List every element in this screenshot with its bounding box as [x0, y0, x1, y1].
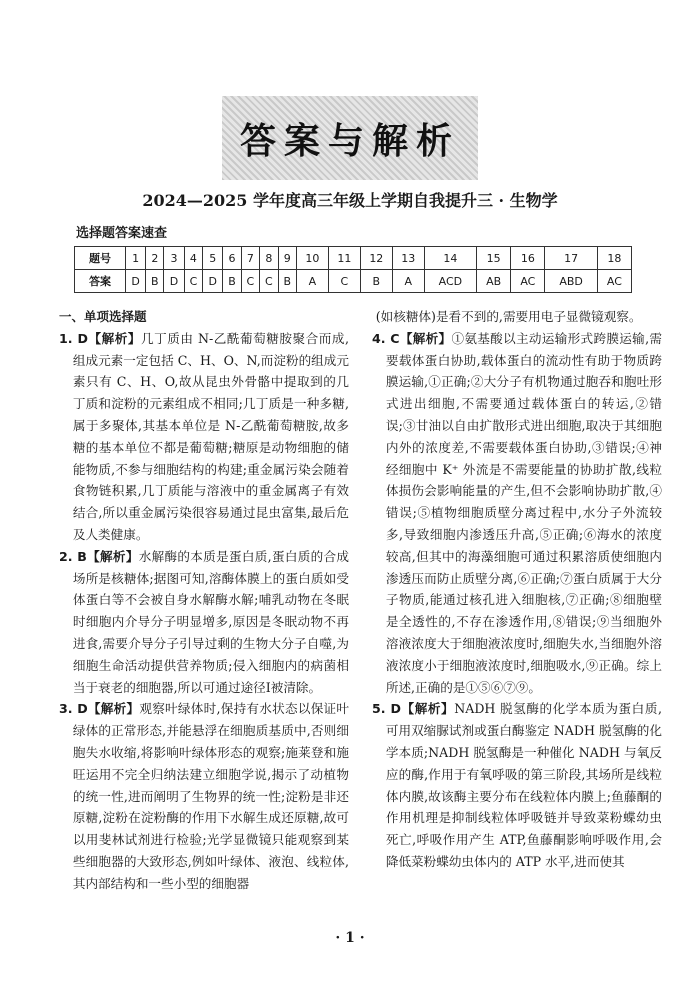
question-number: 12: [360, 247, 392, 270]
question-number: 8: [260, 247, 279, 270]
item-number: 1. D: [59, 330, 88, 346]
answer-cell: B: [146, 270, 164, 293]
question-number: 1: [126, 247, 146, 270]
question-number: 17: [545, 247, 597, 270]
answer-cell: D: [164, 270, 184, 293]
answer-cell: B: [223, 270, 241, 293]
answer-cell: C: [241, 270, 260, 293]
answer-cell: ABD: [545, 270, 597, 293]
banner-title: 答案与解析: [239, 120, 460, 162]
item-text: 水解酶的本质是蛋白质,蛋白质的合成场所是核糖体;据图可知,溶酶体膜上的蛋白质如受体蛋白等不会被自身水解酶水解;哺乳动物在冬眠时细胞内介导分子明显增多,原因是冬眠动物不再进食,需要介导分子引导过剩的生物大分子自噬,为细胞生命活动提供营养物质;侵入细胞内的病菌相当于衰老的细胞器,所以可通过途径Ⅰ被清除。: [72, 548, 350, 695]
question-number: 10: [296, 247, 328, 270]
explanation-item: [59, 698, 349, 894]
question-number: 2: [146, 247, 164, 270]
question-number: 7: [241, 247, 260, 270]
question-number: 15: [477, 247, 511, 270]
item-tag: 【解析】: [87, 701, 140, 717]
item-text: NADH 脱氢酶的化学本质为蛋白质,可用双缩脲试剂或蛋白酶鉴定 NADH 脱氢酶的化学本质;NADH 脱氢酶是一种催化 NADH 与氧反应的酶,作用于有氧呼吸的第三阶段,其场所是线粒体内膜,故该酶主要分布在线粒体内膜上;鱼藤酮的作用机理是抑制线粒体呼吸链并导致菜粉蝶幼虫死亡,呼吸作用产生 ATP,鱼藤酮影响呼吸作用,会降低菜粉蝶幼虫体内的 ATP 水平,进而使其: [385, 701, 663, 869]
question-number: 6: [223, 247, 241, 270]
item-number: 4. C: [372, 330, 400, 346]
answer-cell: D: [203, 270, 223, 293]
answer-table: [74, 246, 632, 293]
answer-cell: AB: [477, 270, 511, 293]
question-number: 14: [424, 247, 476, 270]
question-number: 18: [597, 247, 631, 270]
item-text: 几丁质由 N-乙酰葡萄糖胺聚合而成,组成元素一定包括 C、H、O、N,而淀粉的组成元素只有 C、H、O,故从昆虫外骨骼中提取到的几丁质和淀粉的元素组成不相同;几丁质是一种多糖,属于多聚体,其基本单位是 N-乙酰葡萄糖胺,故多糖的基本单位不都是葡萄糖;糖原是动物细胞的储能物质,不参与细胞结构的构建;重金属污染会随着食物链积累,几丁质能与溶液中的重金属离子有效结合,所以重金属污染很容易通过昆虫富集,最后危及人类健康。: [72, 330, 350, 542]
answer-cell: AC: [597, 270, 631, 293]
section-heading: 一、单项选择题: [59, 309, 147, 324]
answer-cell: A: [296, 270, 328, 293]
left-column: [59, 306, 349, 895]
answer-cell: B: [278, 270, 296, 293]
row-label-answer: 答案: [75, 270, 126, 293]
explanation-item-continued: [372, 306, 662, 328]
question-number: 3: [164, 247, 184, 270]
item-text: ①氨基酸以主动运输形式跨膜运输,需要载体蛋白协助,载体蛋白的流动性有助于物质跨膜运输,①正确;②大分子有机物通过胞吞和胞吐形式进出细胞,不需要通过载体蛋白的转运,②错误;③甘油以自由扩散形式进出细胞,取决于其细胞内外的浓度差,不需要载体蛋白协助,③错误;④神经细胞中 K⁺ 外流是不需要能量的协助扩散,线粒体损伤会影响能量的产生,但不会影响协助扩散,④错误;⑤植物细胞质壁分离过程中,水分子外流较多,导致细胞内渗透压升高,⑤正确;⑥海水的浓度较高,但其中的海藻细胞可通过积累溶质使细胞内渗透压而防止质壁分离,⑥正确;⑦蛋白质属于大分子物质,能通过核孔进入细胞核,⑦正确;⑧细胞壁是全透性的,不存在渗透作用,⑧错误;⑨当细胞外溶液浓度大于细胞液浓度时,细胞失水,当细胞外溶液浓度小于细胞液浓度时,细胞吸水,⑨正确。综上所述,正确的是①⑤⑥⑦⑨。: [385, 330, 662, 695]
right-column: [372, 306, 662, 873]
question-number: 5: [203, 247, 223, 270]
item-tag: 【解析】: [400, 701, 455, 717]
quick-check-heading: 选择题答案速查: [76, 226, 168, 241]
item-text: (如核糖体)是看不到的,需要用电子显微镜观察。: [375, 309, 642, 324]
page-number: · 1 ·: [335, 930, 365, 946]
item-tag: 【解析】: [86, 548, 139, 564]
explanation-item: [372, 698, 662, 872]
question-number: 4: [184, 247, 203, 270]
item-text: 观察叶绿体时,保持有水状态以保证叶绿体的正常形态,并能悬浮在细胞质基质中,否则细胞失水收缩,将影响叶绿体形态的观察;施莱登和施旺运用不完全归纳法建立细胞学说,揭示了动植物的统一性,进而阐明了生物界的统一性;淀粉是非还原糖,淀粉在淀粉酶的作用下水解生成还原糖,故可以用斐林试剂进行检验;光学显微镜只能观察到某些细胞器的大致形态,例如叶绿体、液泡、线粒体,其内部结构和一些小型的细胞器: [72, 701, 350, 891]
item-number: 2. B: [59, 548, 87, 564]
explanation-item: [59, 546, 349, 699]
question-number: 13: [392, 247, 424, 270]
item-number: 5. D: [372, 701, 401, 717]
item-number: 3. D: [59, 701, 88, 717]
document-title: 2024—2025 学年度高三年级上学期自我提升三 · 生物学: [142, 191, 558, 210]
explanation-item: [59, 328, 349, 546]
answer-cell: B: [360, 270, 392, 293]
answer-table-number-row: [75, 247, 632, 270]
title-banner: [222, 96, 478, 180]
answer-cell: C: [184, 270, 203, 293]
answer-cell: C: [328, 270, 360, 293]
question-number: 11: [328, 247, 360, 270]
item-tag: 【解析】: [87, 330, 141, 346]
question-number: 16: [511, 247, 545, 270]
answer-cell: AC: [511, 270, 545, 293]
answer-cell: D: [126, 270, 146, 293]
question-number: 9: [278, 247, 296, 270]
explanation-item: [372, 328, 662, 699]
row-label-number: 题号: [75, 247, 126, 270]
item-tag: 【解析】: [399, 330, 452, 346]
answer-cell: C: [260, 270, 279, 293]
answer-table-answer-row: [75, 270, 632, 293]
answer-cell: A: [392, 270, 424, 293]
answer-cell: ACD: [424, 270, 476, 293]
